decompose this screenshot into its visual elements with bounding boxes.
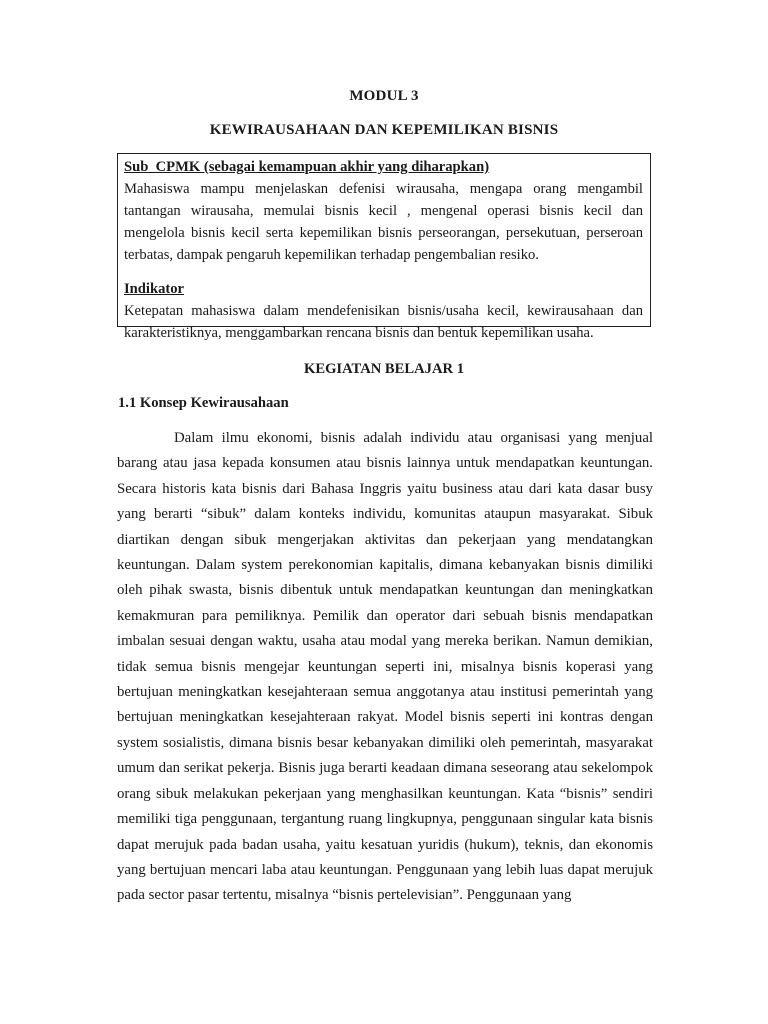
cpmk-heading: Sub_CPMK (sebagai kemampuan akhir yang diharapkan) (124, 159, 490, 175)
cpmk-box (117, 153, 651, 341)
activity-title: KEGIATAN BELAJAR 1 (303, 361, 464, 377)
spacer (124, 266, 643, 278)
section-title: 1.1 Konsep Kewirausahaan (118, 395, 289, 411)
cpmk-text: Mahasiswa mampu menjelaskan defenisi wirausaha, mengapa orang mengambil tantangan wirausaha, memulai bisnis kecil , mengenal operasi bisnis kecil dan mengelola bisnis kecil serta kepemilikan bisnis perseorangan, persekutuan, perseroan terbatas, dampak pengaruh kepemilikan terhadap pengembalian resiko. (124, 181, 643, 263)
body-paragraph: Dalam ilmu ekonomi, bisnis adalah individu atau organisasi yang menjual barang atau jasa kepada konsumen atau bisnis lainnya untuk mendapatkan keuntungan. Secara historis kata bisnis dari Bahasa Inggris yaitu business atau dari kata dasar busy yang berarti “sibuk” dalam konteks individu, komunitas ataupun masyarakat. Sibuk diartikan dengan sibuk mengerjakan aktivitas dan pekerjaan yang mendatangkan keuntungan. Dalam system perekonomian kapitalis, dimana kebanyakan bisnis dimiliki oleh pihak swasta, bisnis dibentuk untuk mendapatkan keuntungan dan meningkatkan kemakmuran para pemiliknya. Pemilik dan operator dari sebuah bisnis mendapatkan imbalan sesuai dengan waktu, usaha atau modal yang mereka berikan. Namun demikian, tidak semua bisnis mengejar keuntungan seperti ini, misalnya bisnis koperasi yang bertujuan meningkatkan kesejahteraan semua anggotanya atau institusi pemerintah yang bertujuan meningkatkan kesejahteraan rakyat. Model bisnis seperti ini kontras dengan system sosialistis, dimana bisnis besar kebanyakan dimiliki oleh pemerintah, masyarakat umum dan serikat pekerja. Bisnis juga berarti keadaan dimana seseorang atau sekelompok orang sibuk melakukan pekerjaan yang menghasilkan keuntungan. Kata “bisnis” sendiri memiliki tiga penggunaan, tergantung ruang lingkupnya, penggunaan singular kata bisnis dapat merujuk pada badan usaha, yaitu kesatuan yuridis (hukum), teknis, dan ekonomis yang bertujuan mencari laba atau keuntungan. Penggunaan yang lebih luas dapat merujuk pada sector pasar tertentu, misalnya “bisnis pertelevisian”. Penggunaan yang (117, 430, 653, 904)
indicator-text: Ketepatan mahasiswa dalam mendefenisikan bisnis/usaha kecil, kewirausahaan dan karakteristiknya, menggambarkan rencana bisnis dan bentuk kepemilikan usaha. (124, 303, 643, 341)
module-title: MODUL 3 (349, 88, 419, 104)
indicator-heading: Indikator (124, 281, 185, 297)
chapter-title: KEWIRAUSAHAAN DAN KEPEMILIKAN BISNIS (209, 122, 559, 138)
